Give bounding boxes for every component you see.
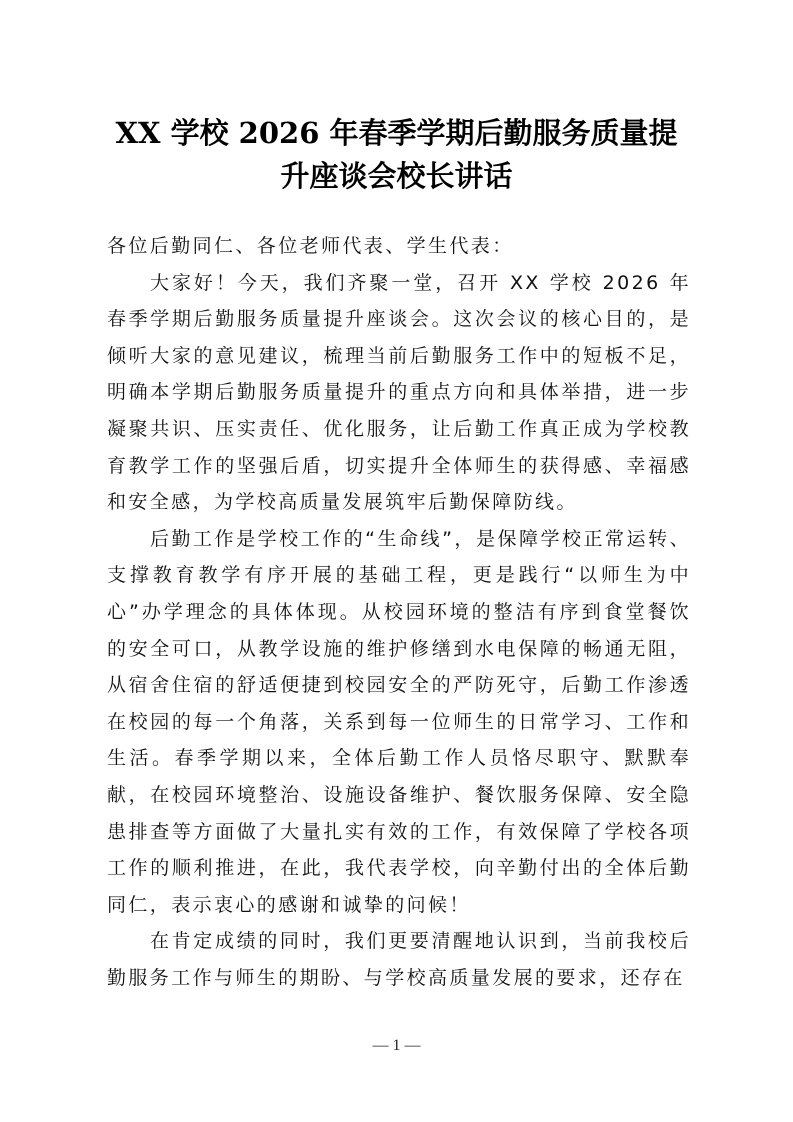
salutation: 各位后勤同仁、各位老师代表、学生代表： — [107, 235, 514, 257]
document-title — [96, 112, 697, 198]
paragraph-2: 后勤工作是学校工作的“生命线”，是保障学校正常运转、支撑教育教学有序开展的基础工程，更是践行“以师生为中心”办学理念的具体体现。从校园环境的整洁有序到食堂餐饮的安全可口，从教学设施的维护修缮到水电保障的畅通无阻，从宿舍住宿的舒适便捷到校园安全的严防死守，后勤工作渗透在校园的每一个角落，关系到每一位师生的日常学习、工作和生活。春季学期以来，全体后勤工作人员恪尽职守、默默奉献，在校园环境整治、设施设备维护、餐饮服务保障、安全隐患排查等方面做了大量扎实有效的工作，有效保障了学校各项工作的顺利推进，在此，我代表学校，向辛勤付出的全体后勤同仁，表示衷心的感谢和诚挚的问候！ — [107, 527, 691, 916]
title-line-1: XX 学校 2026 年春季学期后勤服务质量提 — [115, 116, 678, 150]
title-line-2: 升座谈会校长讲话 — [280, 159, 513, 193]
document-body — [107, 228, 691, 996]
paragraph-3: 在肯定成绩的同时，我们更要清醒地认识到，当前我校后勤服务工作与师生的期盼、与学校高质量发展的要求，还存在 — [107, 930, 691, 989]
page-number: — 1 — — [372, 1037, 421, 1054]
paragraph-1: 大家好！今天，我们齐聚一堂，召开 XX 学校 2026 年春季学期后勤服务质量提升座谈会。这次会议的核心目的，是倾听大家的意见建议，梳理当前后勤服务工作中的短板不足，明确本学期后勤服务质量提升的重点方向和具体举措，进一步凝聚共识、压实责任、优化服务，让后勤工作真正成为学校教育教学工作的坚强后盾，切实提升全体师生的获得感、幸福感和安全感，为学校高质量发展筑牢后勤保障防线。 — [107, 271, 691, 514]
